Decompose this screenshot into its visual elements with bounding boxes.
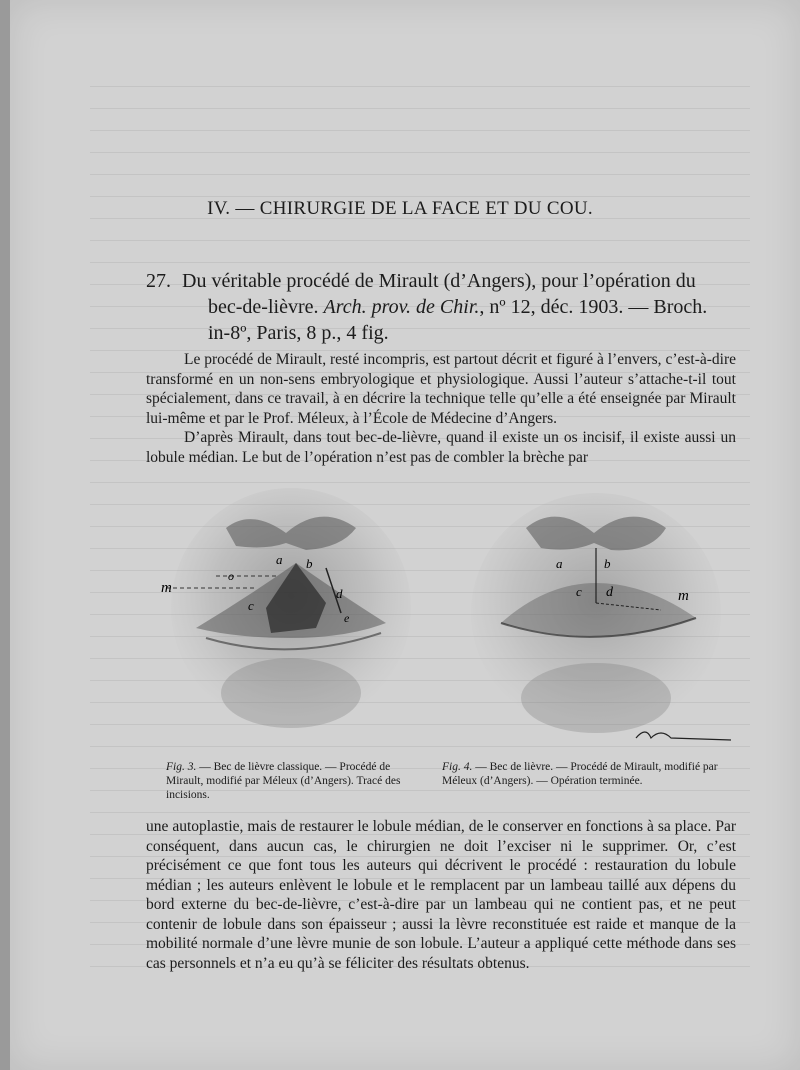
continuation-text	[146, 817, 736, 973]
entry-line-3: in-8º, Paris, 8 p., 4 fig.	[208, 322, 389, 344]
journal-name: Arch. prov. de Chir.	[323, 296, 480, 318]
entry-line-2	[146, 294, 746, 320]
section-title: IV. — CHIRURGIE DE LA FACE ET DU COU.	[207, 198, 593, 219]
chin-shading	[521, 663, 671, 733]
label-d: d	[336, 586, 343, 601]
entry-line-1	[146, 268, 746, 294]
label-b: b	[604, 556, 611, 571]
abstract-text	[146, 350, 736, 467]
label-c: c	[576, 584, 582, 599]
label-e: e	[344, 611, 350, 625]
label-c: c	[248, 598, 254, 613]
entry-title-part1: Du véritable procédé de Mirault (d’Angers), pour l’opération du	[182, 270, 696, 292]
entry-title-part2: bec-de-lièvre.	[208, 296, 319, 318]
figure-4-label: Fig. 4.	[442, 761, 473, 773]
paragraph-2: D’après Mirault, dans tout bec-de-lièvre, quand il existe un os incisif, il existe aussi un lobule médian. Le but de l’opération n’est pas de combler la brèche par	[146, 429, 736, 466]
label-a: a	[556, 556, 563, 571]
label-b: b	[306, 556, 313, 571]
label-d: d	[606, 585, 613, 600]
entry-issue-info: , nº 12, déc. 1903. — Broch.	[479, 296, 708, 318]
label-o: o	[228, 569, 234, 583]
figure-4-caption	[442, 760, 742, 788]
chin-shading	[221, 658, 361, 728]
entry-number: 27.	[146, 270, 171, 292]
paragraph-1: Le procédé de Mirault, resté incompris, est partout décrit et figuré à l’envers, c’est-à-dire transformé en un non-sens embryologique et physiologique. Aussi l’auteur s’attache-t-il tout spécialement, dans ce travail, à en décrire la technique telle qu’elle a été enseignée par Mirault lui-même et par le Prof. Méleux, à l’École de Médecine d’Angers.	[146, 351, 736, 427]
figure-4-illustration	[446, 488, 746, 753]
figure-3-caption	[166, 760, 426, 802]
label-m: m	[161, 580, 172, 596]
figure-3-label: Fig. 3.	[166, 761, 197, 773]
figure-4-caption-text: — Bec de lièvre. — Procédé de Mirault, modifié par Méleux (d’Angers). — Opération terminée.	[442, 761, 718, 787]
label-m: m	[678, 588, 689, 604]
artist-signature	[636, 732, 731, 740]
figure-3-caption-text: — Bec de lièvre classique. — Procédé de Mirault, modifié par Méleux (d’Angers). Tracé des incisions.	[166, 761, 401, 801]
label-a: a	[276, 552, 283, 567]
paragraph-3: une autoplastie, mais de restaurer le lobule médian, de le conserver en fonctions à sa place. Par conséquent, dans aucun cas, le chirurgien ne doit l’exciser ni le supprimer. Or, c’est précisément ce que font tous les auteurs qui décrivent le procédé : restauration du lobule médian ; les auteurs enlèvent le lobule et le remplacent par un lambeau taillé aux dépens du bord externe du bec-de-lièvre, c’est-à-dire par un lambeau qui ne contient pas, et ne peut contenir de lobule dans son épaisseur ; aussi la lèvre reconstituée est raide et manque de la mobilité normale d’une lèvre munie de son lobule. L’auteur a appliqué cette méthode dans ses cas personnels et n’a eu qu’à se féliciter des résultats obtenus.	[146, 818, 736, 972]
bibliography-entry	[146, 268, 746, 346]
figures-row	[146, 488, 746, 801]
figure-3-illustration	[156, 488, 426, 753]
